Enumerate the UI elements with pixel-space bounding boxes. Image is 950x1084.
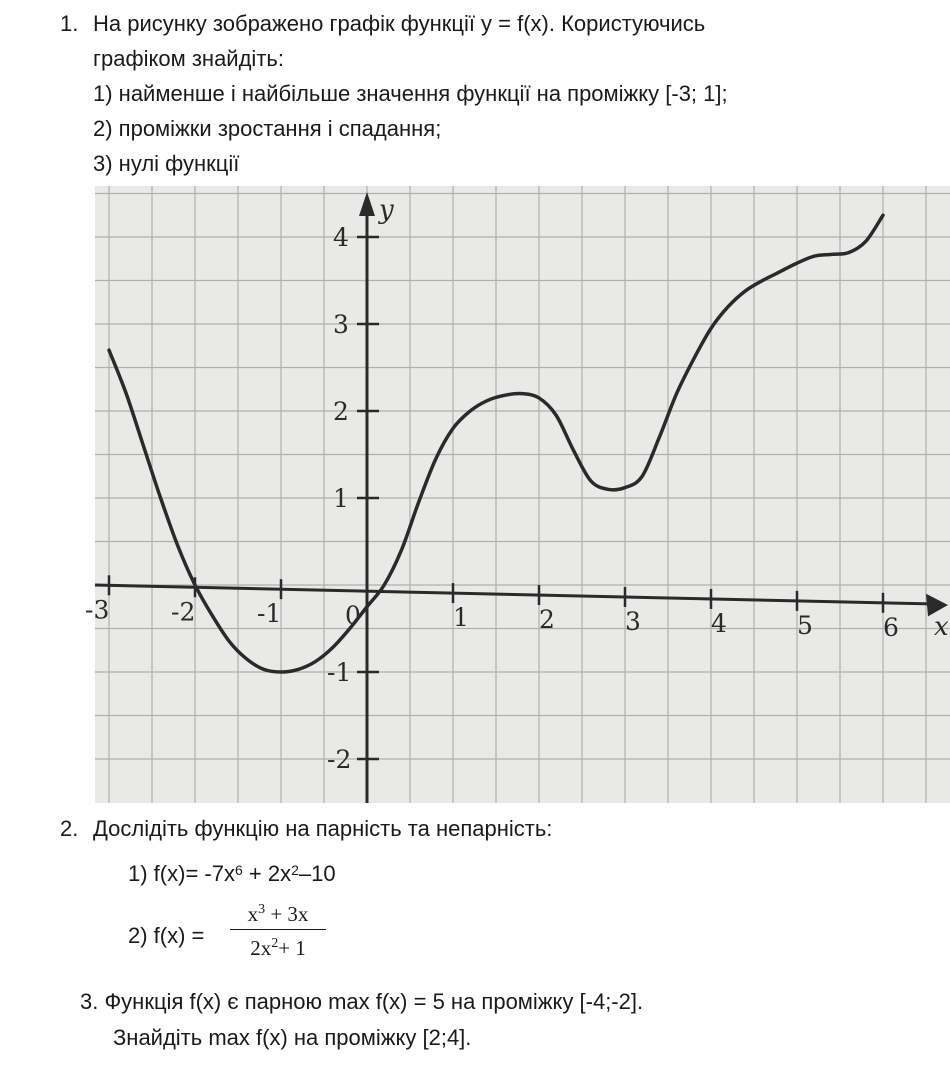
function-graph (85, 186, 950, 803)
y-axis-arrow (359, 192, 375, 216)
tick-labels (85, 195, 949, 774)
task2-title: Дослідіть функцію на парність та непарність: (93, 816, 553, 841)
task1-item-2: 2) проміжки зростання і спадання; (93, 116, 442, 141)
f1-exponent-1: 6 (234, 862, 243, 878)
task2-number: 2. (60, 816, 79, 841)
x-tick-label: 6 (883, 612, 899, 642)
y-tick-label: -2 (327, 745, 352, 774)
x-tick-label: 3 (625, 606, 641, 636)
x-axis (95, 585, 942, 604)
x-axis-label: x (934, 612, 949, 643)
f1-middle: + 2x (242, 861, 292, 886)
fraction-denominator: $2x^2+ 1$ (250, 936, 306, 960)
x-tick-label: -3 (85, 595, 110, 625)
x-tick-label: 5 (797, 610, 813, 640)
x-tick-label: 2 (539, 605, 555, 635)
f1-prefix: 1) f(x)= -7x (128, 861, 235, 886)
task3-line2: Знайдіть max f(x) на проміжку [2;4]. (113, 1025, 472, 1050)
f1-exponent-2: 2 (291, 862, 299, 878)
task1-item-1: 1) найменше і найбільше значення функції на проміжку [-3; 1]; (93, 81, 728, 106)
task2-function-2-label: 2) f(x) = (128, 923, 205, 948)
function-graph-figure (85, 186, 950, 803)
y-tick-label: 4 (333, 223, 349, 252)
y-tick-label: 3 (333, 310, 349, 339)
y-tick-label: 1 (333, 484, 349, 513)
x-tick-label: -1 (257, 599, 282, 629)
y-axis-label: y (379, 195, 394, 225)
fraction-numerator: $x^3 + 3x$ (247, 902, 309, 926)
y-tick-label: -1 (327, 658, 352, 687)
x-tick-label: -2 (171, 597, 196, 627)
fraction-bar (230, 929, 326, 930)
y-tick-label: 2 (333, 397, 349, 426)
task1-item-3: 3) нулі функції (93, 151, 240, 176)
task1-text-line1: На рисунку зображено графік функції y = f(x). Користуючись (93, 11, 706, 36)
grid (95, 186, 950, 803)
task1-number: 1. (60, 11, 79, 36)
task3-line1: 3. Функція f(x) є парною max f(x) = 5 на проміжку [-4;-2]. (80, 989, 644, 1014)
task2-function-1 (128, 860, 336, 888)
x-tick-label: 1 (453, 603, 469, 633)
task2-function-2-fraction (230, 897, 326, 964)
x-tick-label: 0 (345, 601, 361, 631)
x-tick-label: 4 (711, 608, 727, 638)
f1-suffix: –10 (298, 861, 336, 886)
task1-text-line2: графіком знайдіть: (93, 46, 284, 71)
